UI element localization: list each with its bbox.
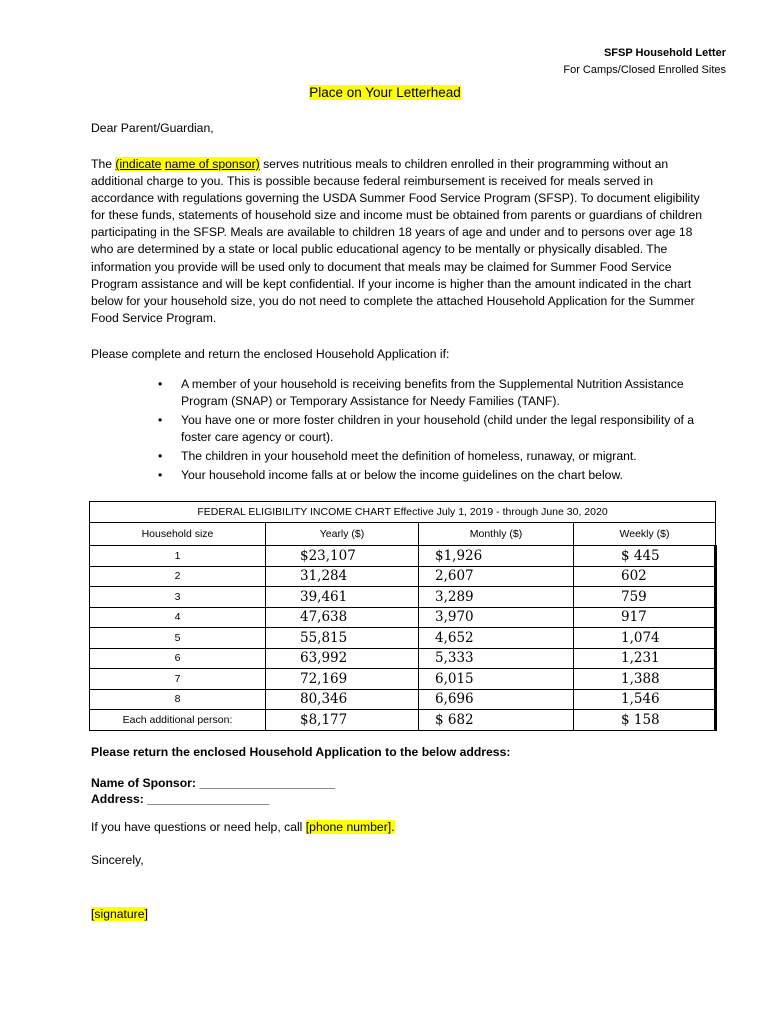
chart-row (90, 710, 716, 731)
condition-item: • The children in your household meet the definition of homeless, runaway, or migrant. (181, 448, 711, 465)
cell-yearly: 55,815 (266, 628, 419, 649)
cell-yearly: 63,992 (266, 648, 419, 669)
questions-text: If you have questions or need help, call (91, 820, 306, 834)
chart-row (90, 566, 716, 587)
cell-weekly: 759 (574, 587, 716, 608)
cell-household-size: 3 (90, 587, 266, 608)
cell-yearly: 31,284 (266, 566, 419, 587)
condition-item: • You have one or more foster children in your household (child under the legal responsibility of a foster care agency or court). (181, 412, 711, 446)
chart-row (90, 607, 716, 628)
condition-item: • Your household income falls at or below the income guidelines on the chart below. (181, 467, 711, 484)
cell-household-size: 8 (90, 689, 266, 710)
cell-yearly: $8,177 (266, 710, 419, 731)
chart-body (90, 546, 716, 731)
chart-row (90, 587, 716, 608)
chart-row (90, 648, 716, 669)
chart-row (90, 669, 716, 690)
cell-yearly: 47,638 (266, 607, 419, 628)
cell-weekly: 1,546 (574, 689, 716, 710)
cell-monthly: 3,970 (419, 607, 574, 628)
cell-monthly: 5,333 (419, 648, 574, 669)
chart-title: FEDERAL ELIGIBILITY INCOME CHART Effective July 1, 2019 - through June 30, 2020 (90, 502, 716, 523)
cell-yearly: 39,461 (266, 587, 419, 608)
document-title: SFSP Household Letter (603, 47, 726, 59)
cell-household-size: 5 (90, 628, 266, 649)
cell-household-size: 2 (90, 566, 266, 587)
cell-household-size: 1 (90, 546, 266, 567)
intro-paragraph (91, 156, 706, 327)
column-header-household-size: Household size (90, 523, 266, 546)
cell-weekly: 1,074 (574, 628, 716, 649)
cell-yearly: 80,346 (266, 689, 419, 710)
cell-yearly: 72,169 (266, 669, 419, 690)
cell-monthly: 6,015 (419, 669, 574, 690)
signature-text: [signature] (91, 907, 148, 921)
cell-household-size: Each additional person: (90, 710, 266, 731)
cell-yearly: $23,107 (266, 546, 419, 567)
cell-weekly: 917 (574, 607, 716, 628)
sponsor-placeholder-a: (indicate (115, 157, 162, 171)
cell-weekly: $ 158 (574, 710, 716, 731)
letterhead-text: Place on Your Letterhead (309, 85, 461, 100)
return-instructions: Please return the enclosed Household Application to the below address: (91, 745, 511, 759)
cell-monthly: $1,926 (419, 546, 574, 567)
chart-row (90, 628, 716, 649)
conditions-list (181, 376, 711, 487)
income-eligibility-chart (89, 501, 717, 731)
cell-household-size: 7 (90, 669, 266, 690)
column-header-monthly: Monthly ($) (419, 523, 574, 546)
cell-monthly: $ 682 (419, 710, 574, 731)
intro-prefix: The (91, 157, 116, 171)
cell-monthly: 3,289 (419, 587, 574, 608)
cell-household-size: 4 (90, 607, 266, 628)
condition-item: • A member of your household is receiving benefits from the Supplemental Nutrition Assistance Program (SNAP) or Temporary Assistance for Needy Families (TANF). (181, 376, 711, 410)
closing: Sincerely, (91, 853, 144, 867)
chart-row (90, 546, 716, 567)
cell-weekly: 1,388 (574, 669, 716, 690)
cell-monthly: 4,652 (419, 628, 574, 649)
sponsor-placeholder-b: name of sponsor) (164, 157, 260, 171)
intro-rest: serves nutritious meals to children enrolled in their programming without an additional charge to you. This is possible because federal reimbursement is received for meals served in accordance with regulations governing the USDA Summer Food Service Program (SFSP). To document eligibility for these funds, statements of household size and income must be obtained from parents or guardians of children participating in the SFSP. Meals are available to children 18 years of age and under and to persons over age 18 who are determined by a state or local public educational agency to be mentally or physically disabled. The information you provide will be used only to document that meals may be claimed for Summer Food Service Program assistance and will be kept confidential. If your income is higher than the amount indicated in the chart below for your household size, you do not need to complete the attached Household Application for the Summer Food Service Program. (91, 157, 703, 325)
chart-row (90, 689, 716, 710)
cell-household-size: 6 (90, 648, 266, 669)
column-header-weekly: Weekly ($) (574, 523, 716, 546)
letterhead-placeholder (0, 85, 770, 100)
address-line: Address: __________________ (91, 792, 270, 806)
phone-placeholder: [phone number]. (305, 820, 395, 834)
salutation: Dear Parent/Guardian, (91, 121, 214, 135)
cell-monthly: 6,696 (419, 689, 574, 710)
column-header-yearly: Yearly ($) (266, 523, 419, 546)
document-subtitle: For Camps/Closed Enrolled Sites (563, 64, 726, 76)
cell-monthly: 2,607 (419, 566, 574, 587)
cell-weekly: 1,231 (574, 648, 716, 669)
cell-weekly: $ 445 (574, 546, 716, 567)
signature-placeholder (91, 906, 706, 923)
cell-weekly: 602 (574, 566, 716, 587)
sponsor-placeholder (115, 157, 259, 171)
sponsor-name-line: Name of Sponsor: ____________________ (91, 776, 335, 790)
please-complete-text: Please complete and return the enclosed Household Application if: (91, 347, 450, 361)
questions-line (91, 819, 706, 836)
